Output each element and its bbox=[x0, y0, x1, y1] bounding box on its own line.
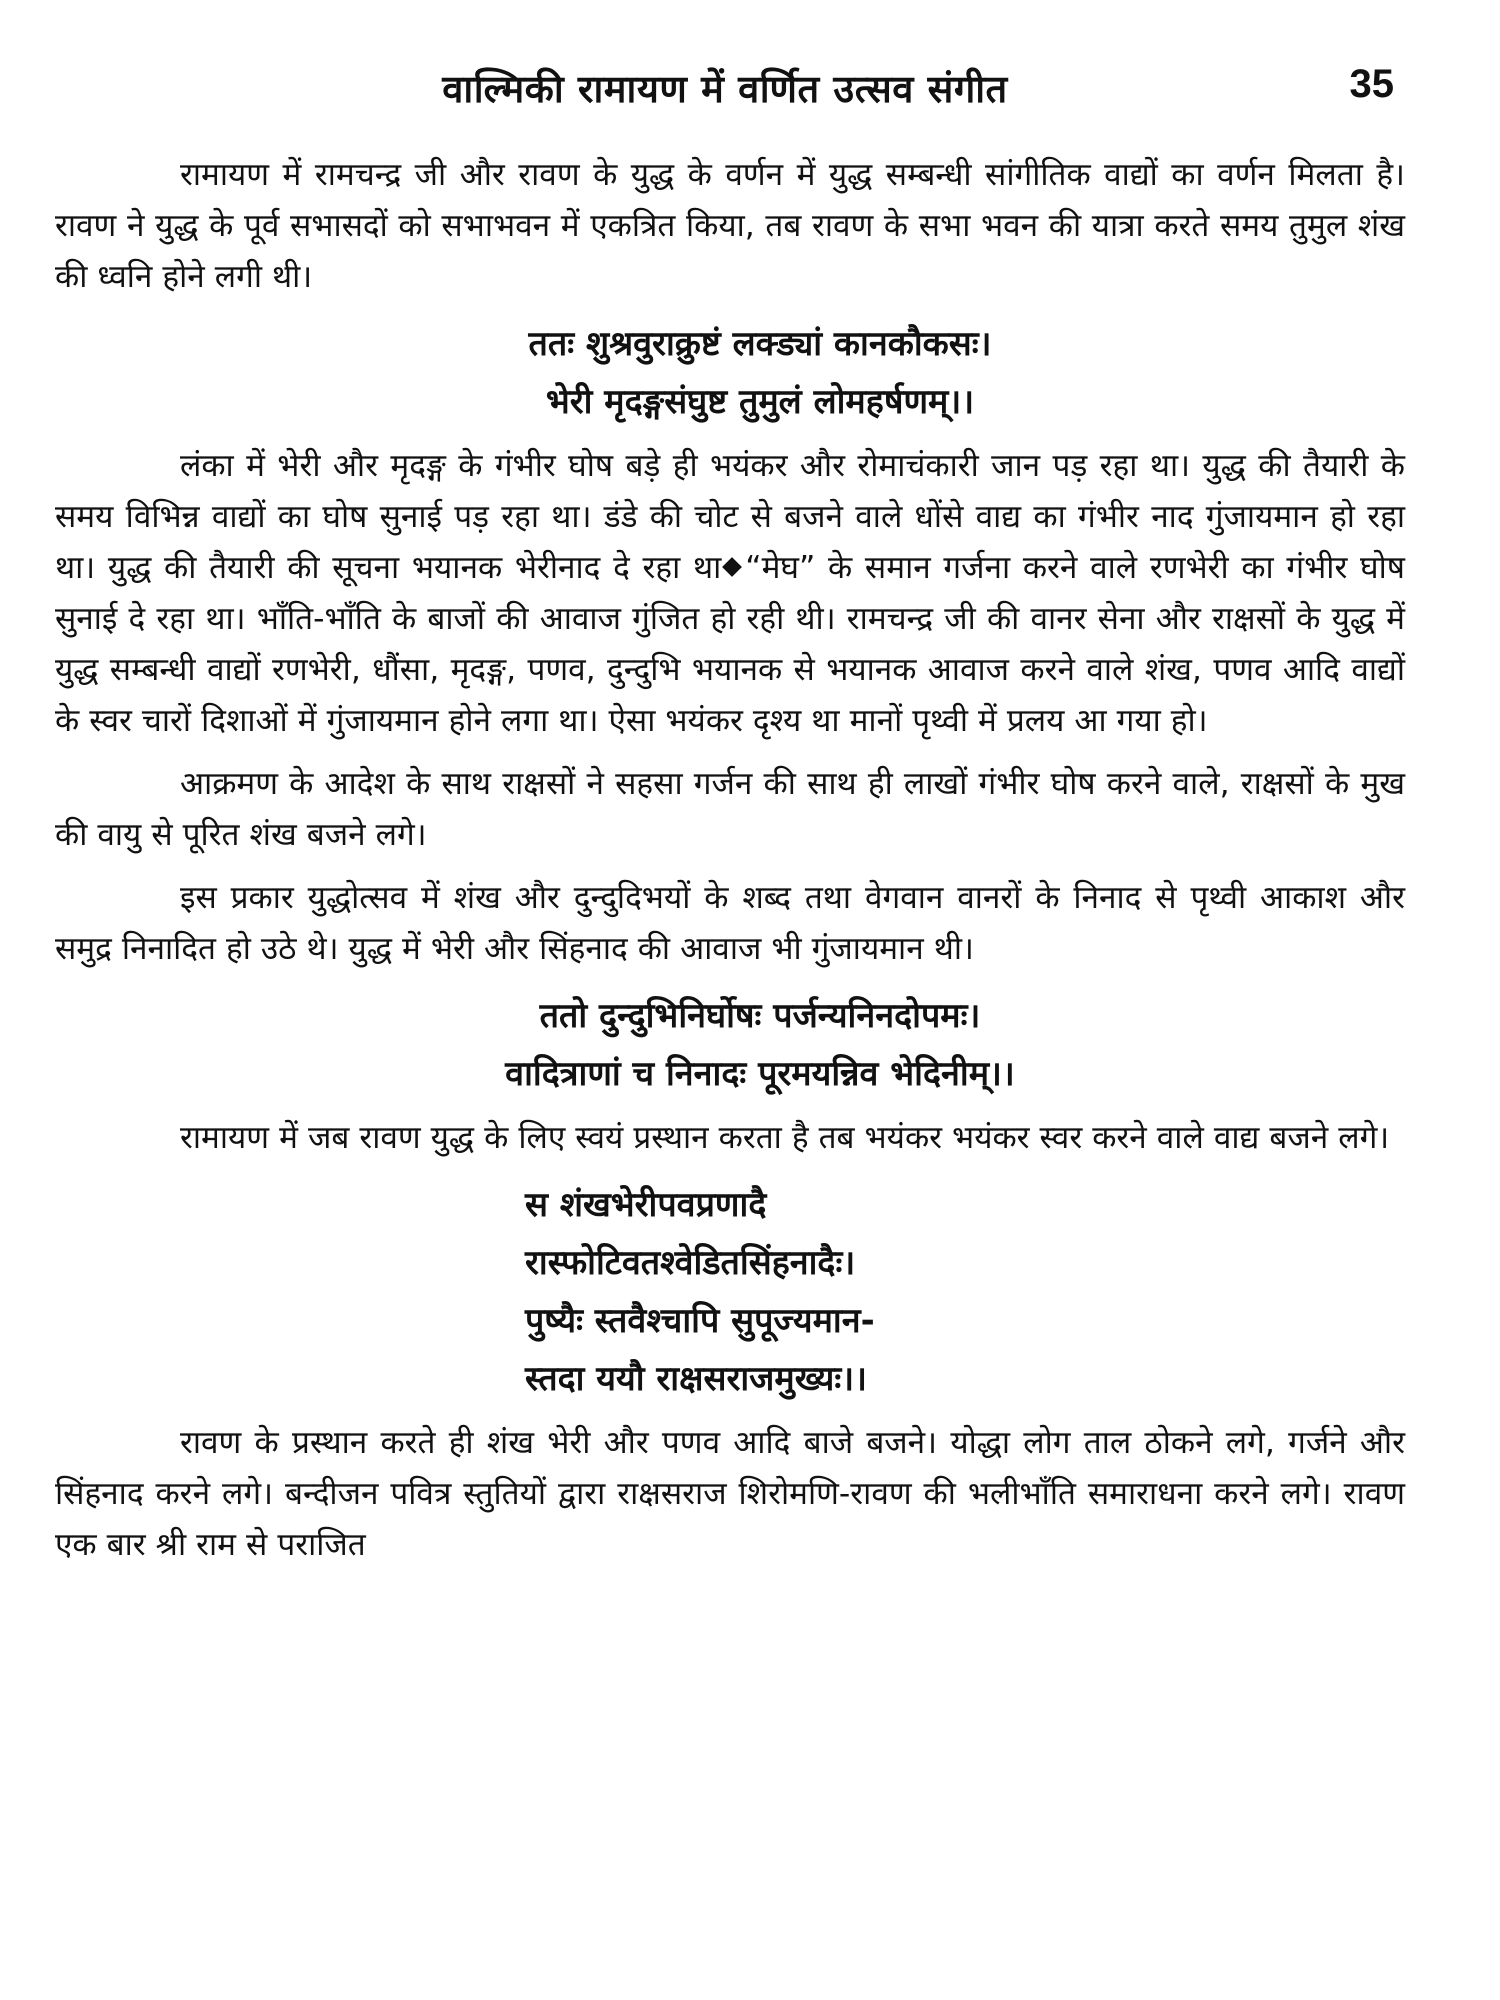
paragraph-3: आक्रमण के आदेश के साथ राक्षसों ने सहसा गर्जन की साथ ही लाखों गंभीर घोष करने वाले, राक्षसों के मुख की वायु से पूरित शंख बजने लगे। bbox=[55, 766, 1406, 853]
verse-1 bbox=[55, 315, 1405, 431]
paragraph-1: रामायण में रामचन्द्र जी और रावण के युद्ध के वर्णन में युद्ध सम्बन्धी सांगीतिक वाद्यों का वर्णन मिलता है। रावण ने युद्ध के पूर्व सभासदों को सभाभवन में एकत्रित किया, तब रावण के सभा भवन की यात्रा करते समय तुमुल शंख की ध्वनि होने लगी थी। bbox=[55, 157, 1405, 295]
verse-3-line-4: स्तदा ययौ राक्षसराजमुख्यः।। bbox=[525, 1359, 867, 1399]
paragraph-2-part-1: लंका में भेरी और मृदङ्ग के गंभीर घोष बड़े ही भयंकर और रोमाचंकारी जान पड़ रहा था। युद्ध की तैयारी के समय विभिन्न वाद्यों का घोष सुनाई पड़ रहा था। डंडे की चोट से बजने वाले धोंसे वाद्य का गंभीर नाद गुंजायमान हो रहा था। युद्ध की तैयारी की सूचना भयानक भेरीनाद दे रहा था bbox=[55, 448, 1405, 586]
verse-3 bbox=[55, 1176, 1405, 1408]
page-number: 35 bbox=[1349, 62, 1394, 106]
paragraph-6: रावण के प्रस्थान करते ही शंख भेरी और पणव आदि बाजे बजने। योद्धा लोग ताल ठोकने लगे, गर्जने और सिंहनाद करने लगे। बन्दीजन पवित्र स्तुतियों द्वारा राक्षसराज शिरोमणि-रावण की भलीभाँति समाराधना करने लगे। रावण एक बार श्री राम से पराजित bbox=[55, 1425, 1405, 1563]
paragraph-2-part-2: “मेघ” के समान गर्जना करने वाले रणभेरी का गंभीर घोष सुनाई दे रहा था। भाँति-भाँति के बाजों की आवाज गुंजित हो रही थी। रामचन्द्र जी की वानर सेना और राक्षसों के युद्ध में युद्ध सम्बन्धी वाद्यों रणभेरी, धौंसा, मृदङ्ग, पणव, दुन्दुभि भयानक से भयानक आवाज करने वाले शंख, पणव आदि वाद्यों के स्वर चारों दिशाओं में गुंजायमान होने लगा था। ऐसा भयंकर दृश्य था मानों पृथ्वी में प्रलय आ गया हो। bbox=[55, 550, 1406, 739]
verse-3-line-3: पुष्यैः स्तवैश्चापि सुपूज्यमान- bbox=[525, 1301, 875, 1341]
running-title: वाल्मिकी रामायण में वर्णित उत्सव संगीत bbox=[442, 67, 1008, 111]
verse-3-line-1: स शंखभेरीपवप्रणादै bbox=[525, 1185, 767, 1225]
verse-2-line-2: वादित्राणां च निनादः पूरमयन्निव भेदिनीम्।। bbox=[505, 1054, 1015, 1094]
page-body bbox=[55, 150, 1405, 1980]
diamond-mark-icon bbox=[722, 557, 742, 577]
verse-1-line-2: भेरी मृदङ्गसंघुष्ट तुमुलं लोमहर्षणम्।। bbox=[545, 382, 975, 422]
paragraph-4: इस प्रकार युद्धोत्सव में शंख और दुन्दुदिभयों के शब्द तथा वेगवान वानरों के निनाद से पृथ्वी आकाश और समुद्र निनादित हो उठे थे। युद्ध में भेरी और सिंहनाद की आवाज भी गुंजायमान थी। bbox=[55, 880, 1405, 967]
verse-2 bbox=[55, 987, 1405, 1103]
verse-2-line-1: ततो दुन्दुभिनिर्घोषः पर्जन्यनिनदोपमः। bbox=[539, 996, 981, 1036]
paragraph-5: रामायण में जब रावण युद्ध के लिए स्वयं प्रस्थान करता है तब भयंकर भयंकर स्वर करने वाले वाद्य बजने लगे। bbox=[180, 1120, 1390, 1156]
verse-3-line-2: रास्फोटिवतश्वेडितसिंहनादैः। bbox=[525, 1243, 856, 1283]
paragraph-2 bbox=[55, 441, 1405, 747]
page-header bbox=[0, 62, 1500, 122]
verse-1-line-1: ततः शुश्रवुराक्रुष्टं लक्ड्यां कानकौकसः। bbox=[528, 324, 992, 364]
